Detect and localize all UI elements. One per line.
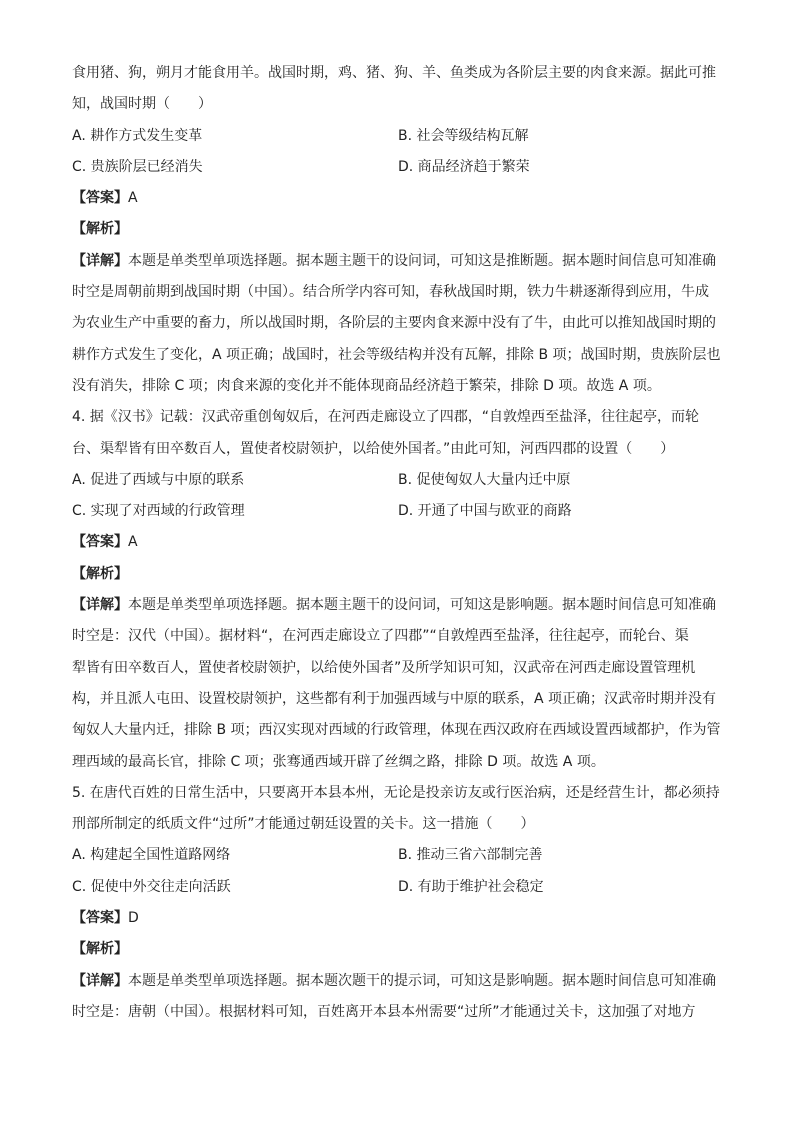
options-row	[72, 840, 728, 871]
answer-label: 【答案】	[72, 910, 128, 927]
document-page	[72, 58, 728, 1028]
detail-label: 【详解】	[72, 252, 128, 269]
detail-line: 犁皆有田卒数百人，置使者校尉领护，以给使外国者”及所学知识可知，汉武帝在河西走廊设置管理机	[72, 659, 696, 676]
question-stem-line: 食用猪、狗，朔月才能食用羊。战国时期，鸡、猪、狗、羊、鱼类成为各阶层主要的肉食来源。据此可推	[72, 65, 716, 81]
detail-line: 理西域的最高长官，排除 C 项；张骞通西域开辟了丝绸之路，排除 D 项。故选 A 项。	[72, 753, 605, 770]
question-stem-line: 4. 据《汉书》记载：汉武帝重创匈奴后，在河西走廊设立了四郡，“自敦煌西至盐泽，往往起亭，而轮	[72, 409, 700, 426]
options-row	[72, 496, 728, 527]
answer-line	[72, 903, 728, 934]
detail-text: 本题是单类型单项选择题。据本题次题干的提示词，可知这是影响题。据本题时间信息可知准确	[128, 972, 716, 989]
question-5	[72, 778, 728, 1028]
option-a: A. 耕作方式发生变革	[72, 127, 203, 144]
detail-text: 本题是单类型单项选择题。据本题主题干的设问词，可知这是影响题。据本题时间信息可知准确	[128, 597, 716, 614]
question-stem-line: 5. 在唐代百姓的日常生活中，只要离开本县本州，无论是投亲访友或行医治病，还是经营生计，都必须持	[72, 784, 720, 801]
detail-line: 为农业生产中重要的畜力，所以战国时期，各阶层的主要肉食来源中没有了牛，由此可以推知战国时期的	[72, 315, 716, 332]
option-c: C. 实现了对西域的行政管理	[72, 503, 245, 520]
detail-line: 构，并且派人屯田、设置校尉领护，这些都有利于加强西域与中原的联系，A 项正确；汉武帝时期并没有	[72, 690, 717, 707]
detail-label: 【详解】	[72, 972, 128, 989]
detail-line: 匈奴人大量内迁，排除 B 项；西汉实现对西域的行政管理，体现在西汉政府在西域设置西域都护，作为管	[72, 722, 721, 739]
option-b: B. 促使匈奴人大量内迁中原	[398, 471, 571, 488]
detail-line	[72, 590, 728, 621]
question-4	[72, 402, 728, 778]
question-stem-line: 刑部所制定的纸质文件“过所”才能通过朝廷设置的关卡。这一措施（ ）	[72, 816, 535, 833]
detail-line: 时空是：唐朝（中国）。根据材料可知，百姓离开本县本州需要“过所”才能通过关卡，这加强了对地方	[72, 1003, 696, 1020]
answer-value: A	[128, 534, 138, 551]
analysis-label: 【解析】	[72, 565, 128, 582]
option-b: B. 社会等级结构瓦解	[398, 127, 529, 144]
option-b: B. 推动三省六部制完善	[398, 847, 543, 864]
answer-value: A	[128, 190, 138, 207]
question-stem-line: 知，战国时期（ ）	[72, 96, 212, 113]
options-row	[72, 121, 728, 152]
option-d: D. 有助于维护社会稳定	[398, 878, 544, 895]
detail-line: 时空是周朝前期到战国时期（中国）。结合所学内容可知，春秋战国时期，铁力牛耕逐渐得到应用，牛成	[72, 284, 709, 301]
detail-line: 耕作方式发生了变化，A 项正确；战国时，社会等级结构并没有瓦解，排除 B 项；战国时期，贵族阶层也	[72, 346, 721, 363]
option-a: A. 促进了西域与中原的联系	[72, 471, 245, 488]
option-d: D. 开通了中国与欧亚的商路	[398, 503, 572, 520]
answer-line	[72, 527, 728, 558]
option-c: C. 贵族阶层已经消失	[72, 158, 203, 175]
analysis-label: 【解析】	[72, 941, 128, 958]
options-row	[72, 465, 728, 496]
answer-line	[72, 183, 728, 214]
analysis-label: 【解析】	[72, 221, 128, 238]
option-d: D. 商品经济趋于繁荣	[398, 158, 530, 175]
detail-label: 【详解】	[72, 597, 128, 614]
detail-line: 时空是：汉代（中国）。据材料“，在河西走廊设立了四郡”“自敦煌西至盐泽，往往起亭，而轮台、渠	[72, 628, 689, 645]
option-a: A. 构建起全国性道路网络	[72, 847, 231, 864]
options-row	[72, 152, 728, 183]
question-3	[72, 58, 728, 402]
answer-label: 【答案】	[72, 534, 128, 551]
options-row	[72, 872, 728, 903]
detail-line	[72, 246, 728, 277]
answer-label: 【答案】	[72, 190, 128, 207]
question-stem-line: 台、渠犁皆有田卒数百人，置使者校尉领护，以给使外国者。”由此可知，河西四郡的设置（ ）	[72, 440, 675, 457]
answer-value: D	[128, 910, 139, 927]
detail-line	[72, 966, 728, 997]
detail-text: 本题是单类型单项选择题。据本题主题干的设问词，可知这是推断题。据本题时间信息可知准确	[128, 252, 716, 269]
detail-line: 没有消失，排除 C 项；肉食来源的变化并不能体现商品经济趋于繁荣，排除 D 项。故选 A 项。	[72, 377, 661, 394]
option-c: C. 促使中外交往走向活跃	[72, 878, 231, 895]
